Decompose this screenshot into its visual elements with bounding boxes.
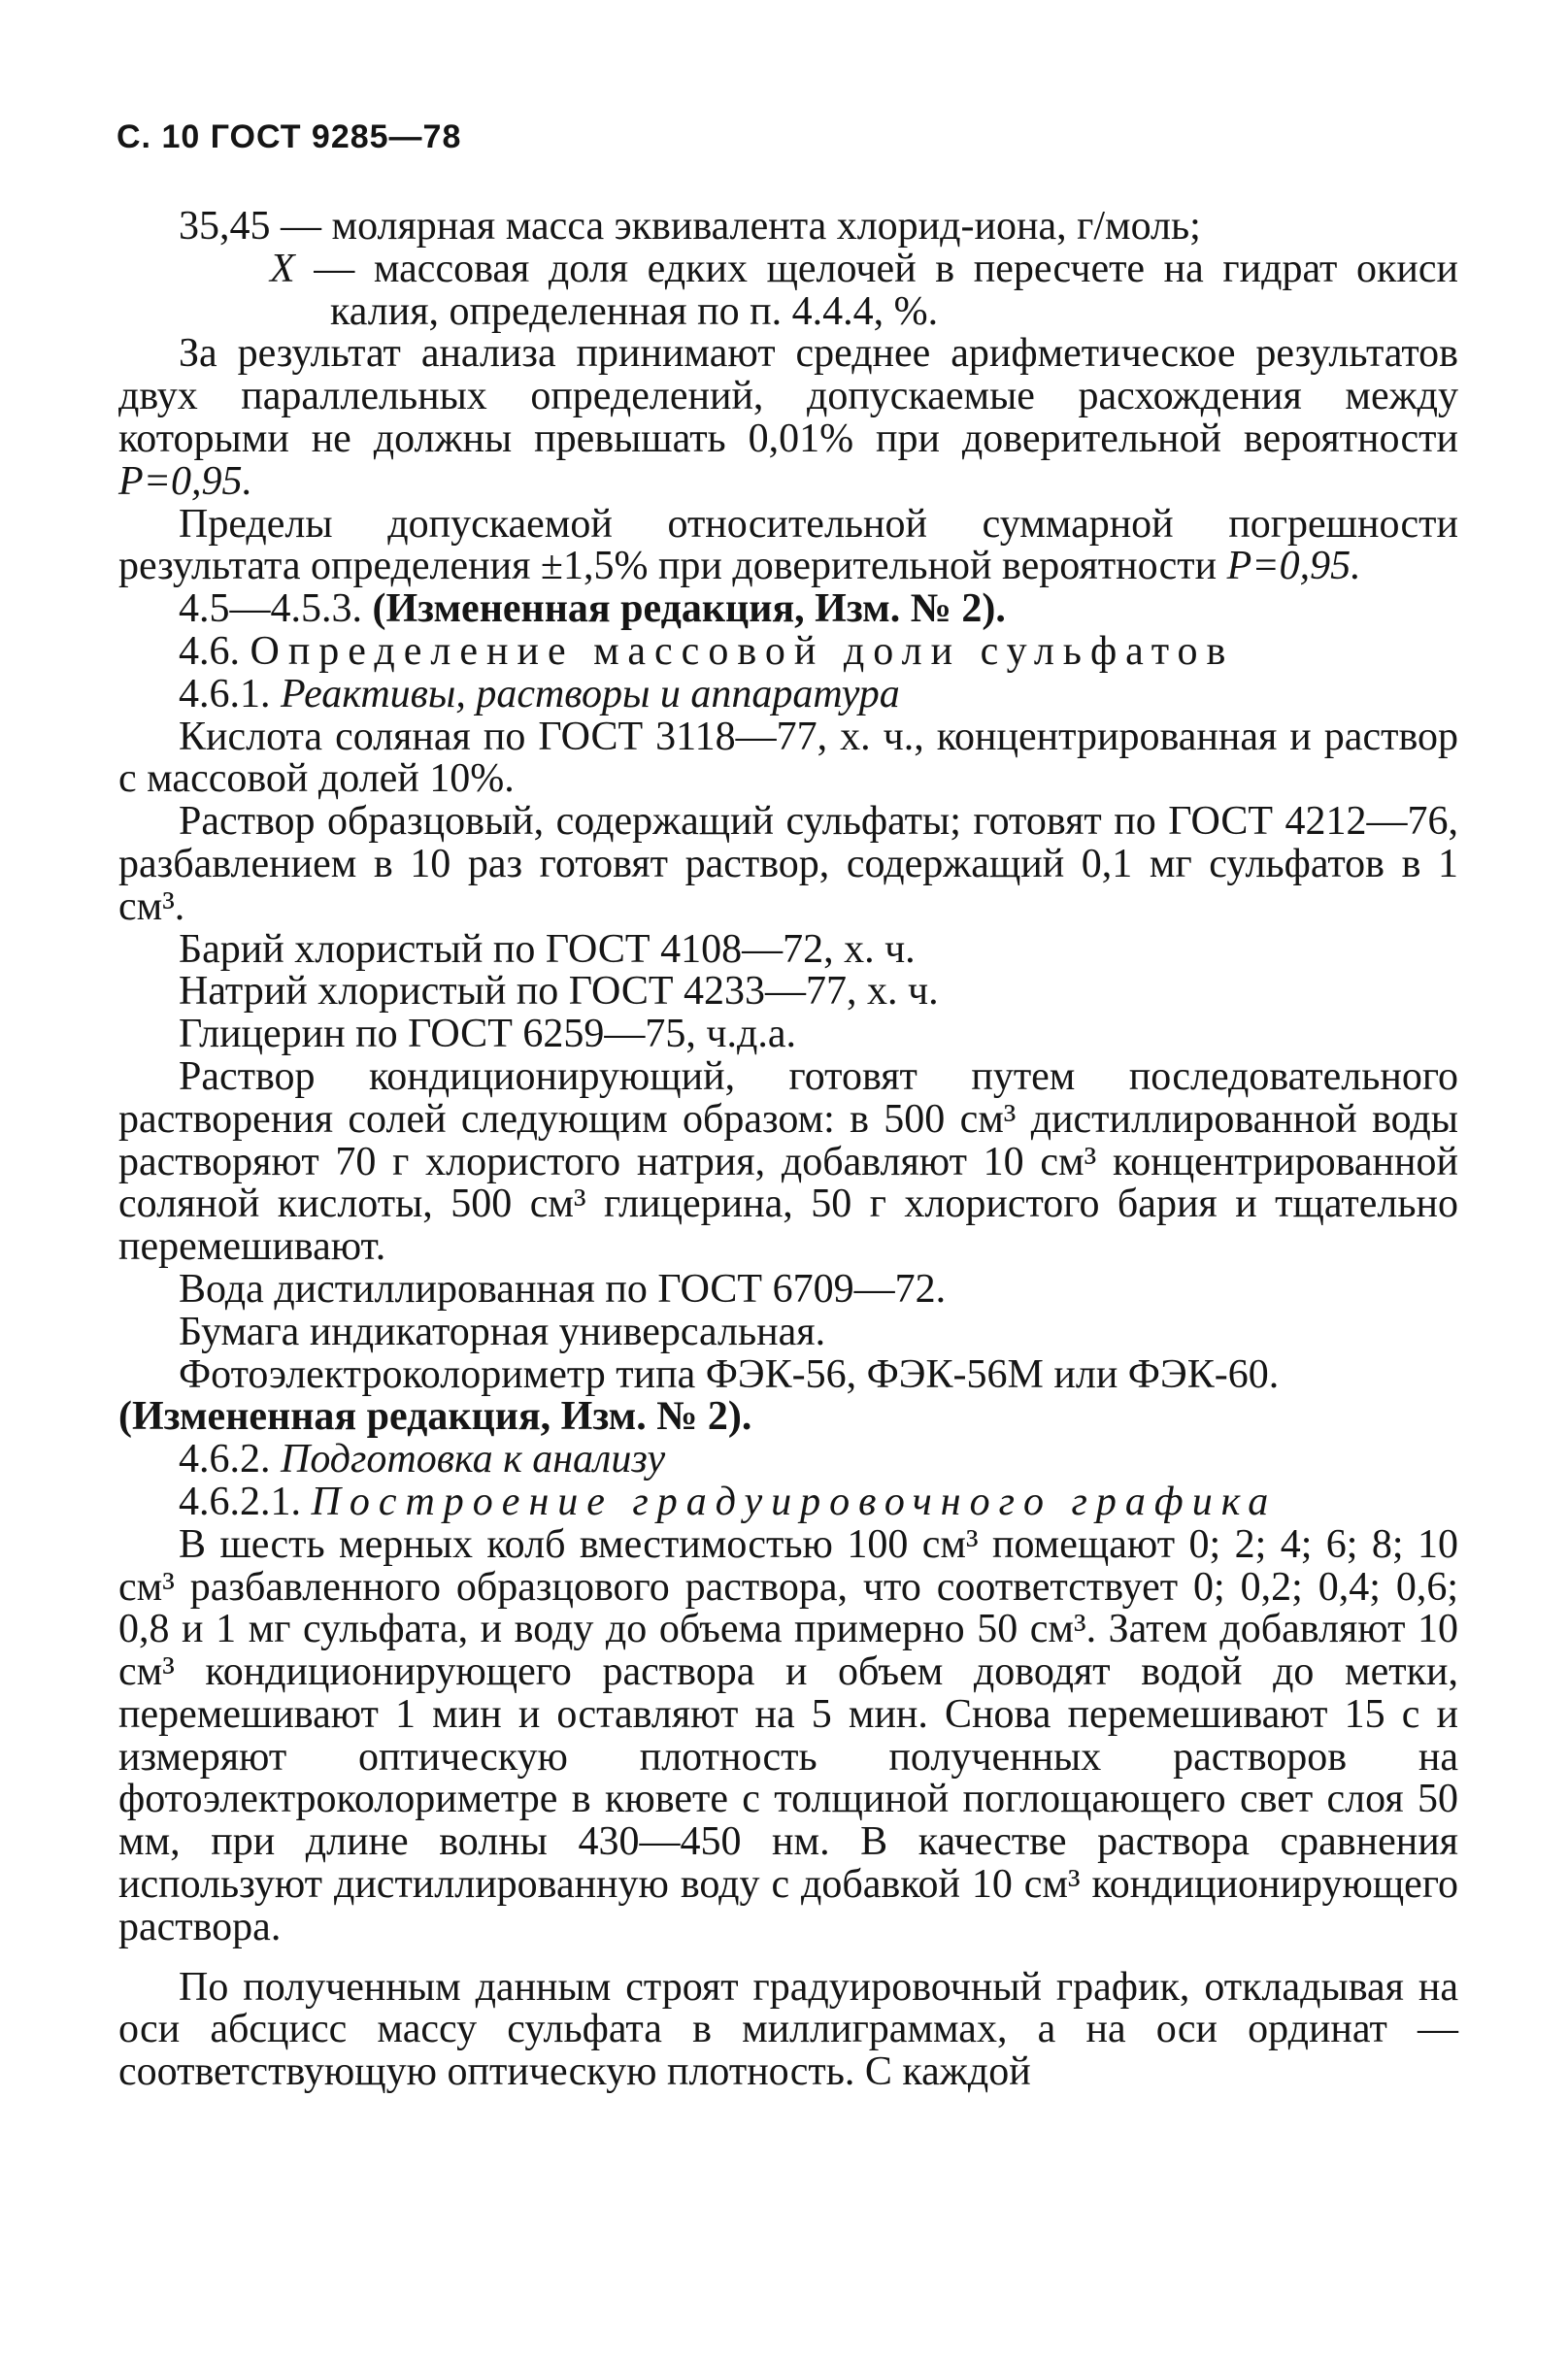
amendment-note-1 [118,588,1458,631]
amendment-prefix: 4.5—4.5.3. [179,586,373,632]
legend-text: — молярная масса эквивалента хлорид-иона, г/моль; [270,204,1201,249]
legend-line-mass-fraction [118,246,1458,334]
section-4-6-heading [118,628,1458,674]
reagent-item: Барий хлористый по ГОСТ 4108—72, х. ч. [179,926,916,972]
legend-line-molar-mass [118,206,1458,249]
section-4-6-1-heading [118,671,1458,716]
reagent-item: Натрий хлористый по ГОСТ 4233—77, х. ч. [179,969,939,1015]
limits-p-value: P=0,95. [1226,544,1361,589]
result-paragraph [118,333,1458,503]
result-text: За результат анализа принимают среднее арифметическое результатов двух параллельных определений, допускаемые расхождения между которыми не должны превышать 0,01% при доверительной вероятности [118,331,1458,461]
amendment-note-2: (Измененная редакция, Изм. № 2). [118,1394,752,1440]
section-title: Построение градуировочного графика [311,1479,1278,1524]
limits-paragraph [118,501,1458,589]
amendment-bold: (Измененная редакция, Изм. № 2). [372,586,1006,632]
page-header: С. 10 ГОСТ 9285—78 [117,118,462,155]
limits-text: Пределы допускаемой относительной суммарной погрешности результата определения ±1,5% при доверительной вероятности [118,501,1458,589]
graph-paragraph: По полученным данным строят градуировочный график, откладывая на оси абсцисс массу сульфата в миллиграммах, а на оси ординат — соответствующую оптическую плотность. С каждой [118,1964,1458,2095]
procedure-paragraph: В шесть мерных колб вместимостью 100 см³ помещают 0; 2; 4; 6; 8; 10 см³ разбавленного образцового раствора, что соответствует 0; 0,2; 0,4; 0,6; 0,8 и 1 мг сульфата, и воду до объема примерно 50 см³. Затем добавляют 10 см³ кондиционирующего раствора и объем доводят водой до метки, перемешивают 1 мин и оставляют на 5 мин. Снова перемешивают 15 с и измеряют оптическую плотность полученных растворов на фотоэлектроколориметре в кювете с толщиной поглощающего свет слоя 50 мм, при длине волны 430—450 нм. В качестве раствора сравнения используют дистиллированную воду с добавкой 10 см³ кондиционирующего раствора. [118,1521,1458,1949]
reagent-item: Кислота соляная по ГОСТ 3118—77, х. ч., концентрированная и раствор с массовой долей 10%. [118,714,1458,802]
section-number: 4.6. [179,628,250,674]
legend-variable: X [270,246,295,291]
section-title: Определение массовой доли сульфатов [250,628,1235,674]
legend-text: — массовая доля едких щелочей в пересчете на гидрат окиси калия, определенная по п. 4.4.4, %. [294,246,1458,334]
result-p-value: P=0,95. [118,458,252,504]
legend-number: 35,45 [179,204,271,249]
section-number: 4.6.2.1. [179,1479,312,1524]
section-number: 4.6.2. [179,1437,281,1482]
reagent-item: Фотоэлектроколориметр типа ФЭК-56, ФЭК-56М или ФЭК-60. [179,1351,1280,1397]
reagent-item: Бумага индикаторная универсальная. [179,1309,826,1354]
section-4-6-2-1-heading [118,1479,1458,1524]
page-content [118,206,1458,2094]
reagent-item: Глицерин по ГОСТ 6259—75, ч.д.а. [179,1012,796,1057]
reagent-item: Раствор образцовый, содержащий сульфаты; готовят по ГОСТ 4212—76, разбавлением в 10 раз готовят раствор, содержащий 0,1 мг сульфатов в 1 см³. [118,799,1458,929]
section-title: Реактивы, растворы и аппаратура [281,671,900,716]
section-number: 4.6.1. [179,671,281,716]
section-4-6-2-heading [118,1439,1458,1482]
reagent-item: Вода дистиллированная по ГОСТ 6709—72. [179,1266,947,1312]
reagent-item: Раствор кондиционирующий, готовят путем последовательного растворения солей следующим образом: в 500 см³ дистиллированной воды растворяют 70 г хлористого натрия, добавляют 10 см³ концентрированной соляной кислоты, 500 см³ глицерина, 50 г хлористого бария и тщательно перемешивают. [118,1053,1458,1270]
section-title: Подготовка к анализу [281,1437,666,1482]
